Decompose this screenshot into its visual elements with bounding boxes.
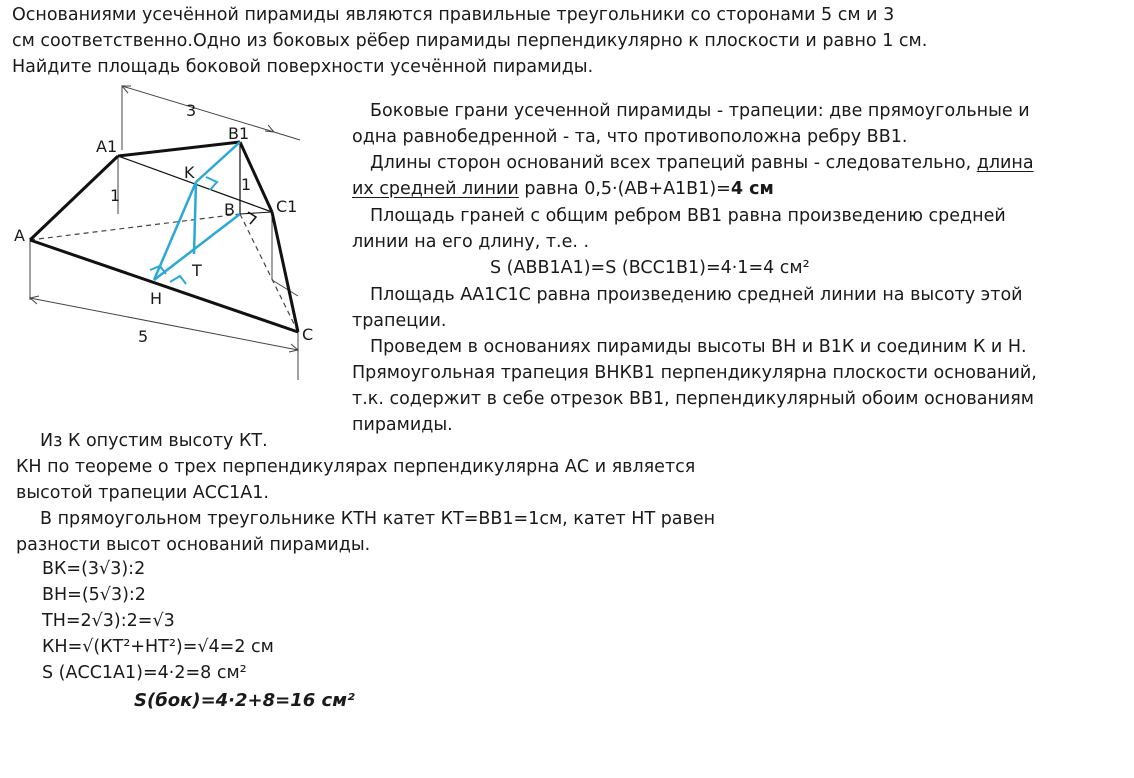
segment-KT [194,182,196,254]
edge-C1C [272,212,298,332]
label-K: K [184,163,195,182]
dim-label-3: 3 [186,101,197,120]
label-B1: B1 [228,124,250,143]
edge-AB-dashed [30,214,240,240]
label-H: H [150,289,163,308]
label-T: T [192,261,202,280]
right-p5a: Проведем в основаниях пирамиды высоты ВН и В1К и соединим К и Н. [370,337,1027,357]
dim-label-5: 5 [138,327,149,346]
dim-ext-3b [274,132,300,140]
dim-line-5 [30,298,298,350]
dim-arrow-5b [289,344,298,352]
dim-line-3 [122,86,274,132]
formula-bk: ВК=(3√3):2 [42,559,146,579]
dim-arrow-5a [30,296,39,304]
edge-A1B1 [118,142,240,156]
right-p2b-underlined: их средней линии [352,179,519,199]
right-p5b: Прямоугольная трапеция ВНКВ1 перпендикулярна плоскости оснований, [352,363,1037,383]
right-p2a-text: Длины сторон оснований всех трапеций равны - следовательно, [370,153,977,173]
problem-line-2: см соответственно.Одно из боковых рёбер пирамиды перпендикулярно к плоскости и равно 1 см. [12,31,928,51]
formula-th: ТН=2√3):2=√3 [42,611,175,631]
label-C1: C1 [276,197,298,216]
label-A1: A1 [96,137,118,156]
label-B: B [224,200,235,219]
bottom-b4: В прямоугольном треугольнике КТН катет КТ=ВВ1=1см, катет НТ равен [40,509,716,529]
problem-line-3: Найдите площадь боковой поверхности усечённой пирамиды. [12,57,594,77]
right-p2b-result: 4 см [730,179,774,199]
right-p3c: S (ABB1A1)=S (BCC1B1)=4·1=4 см² [490,258,810,278]
height-left-label: 1 [110,186,121,205]
right-p5c: т.к. содержит в себе отрезок ВВ1, перпендикулярный обоим основаниям [352,389,1035,409]
right-p2b-text: равна 0,5·(АВ+А1В1)= [518,179,731,199]
formula-area-acc1a1: S (АСС1А1)=4·2=8 см² [42,663,247,683]
right-p4a: Площадь АА1С1С равна произведению средней линии на высоту этой [370,285,1023,305]
right-p2a [370,152,1034,174]
right-p2b [352,178,774,200]
bottom-b1: Из К опустим высоту КТ. [40,431,268,451]
right-p1a: Боковые грани усеченной пирамиды - трапеции: две прямоугольные и [370,101,1030,121]
formula-bh: ВН=(5√3):2 [42,585,146,605]
label-A: A [14,226,25,245]
right-p2a-underlined: длина [976,153,1034,173]
right-p5d: пирамиды. [352,415,453,435]
right-p1b: одна равнобедренной - та, что противоположна ребру ВВ1. [352,127,908,147]
edge-B-C1 [240,212,272,214]
bottom-b3: высотой трапеции АСС1А1. [16,483,269,503]
segment-B1K [196,142,240,182]
bottom-b2: КН по теореме о трех перпендикулярах перпендикулярна АС и является [16,457,696,477]
pyramid-figure [10,84,360,394]
right-angle-H2 [170,276,186,284]
right-p4b: трапеции. [352,311,447,331]
right-p3a: Площадь граней с общим ребром ВВ1 равна произведению средней [370,206,1006,226]
label-C: C [302,325,314,344]
bottom-b5: разности высот оснований пирамиды. [16,535,371,555]
problem-line-1: Основаниями усечённой пирамиды являются правильные треугольники со сторонами 5 см и 3 [12,5,895,25]
height-right-label: 1 [241,175,252,194]
final-answer: S(бок)=4·2+8=16 см² [134,690,355,711]
formula-kh: КН=√(КТ²+НТ²)=√4=2 см [42,637,274,657]
right-p3b: линии на его длину, т.е. . [352,232,590,252]
edge-AA1 [30,156,121,240]
